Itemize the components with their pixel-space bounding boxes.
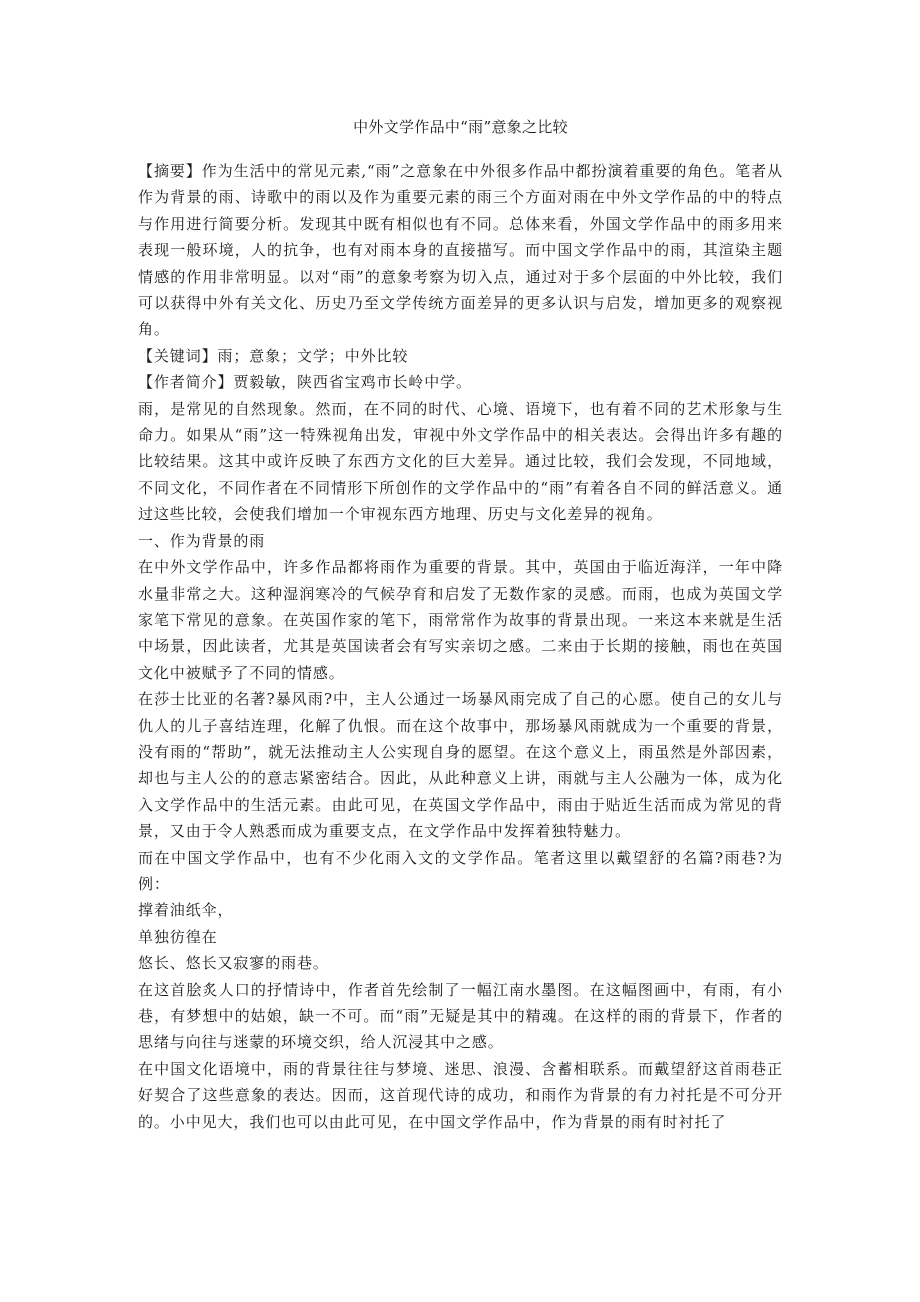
author-info-line: 【作者简介】贾毅敏，陕西省宝鸡市长岭中学。 [138,373,472,392]
document-body [138,158,783,1135]
section-heading: 一、作为背景的雨 [138,531,266,550]
poem-line: 悠长、悠长又寂寥的雨巷。 [138,954,329,973]
body-paragraph: 而在中国文学作品中，也有不少化雨入文的文学作品。笔者这里以戴望舒的名篇?雨巷?为例： [138,848,783,893]
abstract-paragraph: 【摘要】作为生活中的常见元素,“雨”之意象在中外很多作品中都扮演着重要的角色。笔者从作为背景的雨、诗歌中的雨以及作为重要元素的雨三个方面对雨在中外文学作品的中的特点与作用进行简要分析。发现其中既有相似也有不同。总体来看，外国文学作品中的雨多用来表现一般环境，人的抗争，也有对雨本身的直接描写。而中国文学作品中的雨，其渲染主题情感的作用非常明显。以对“雨”的意象考察为切入点，通过对于多个层面的中外比较，我们可以获得中外有关文化、历史乃至文学传统方面差异的更多认识与启发，增加更多的观察视角。 [138,162,783,339]
keywords-line: 【关键词】雨；意象；文学；中外比较 [138,346,409,365]
body-paragraph: 在这首脍炙人口的抒情诗中，作者首先绘制了一幅江南水墨图。在这幅图画中，有雨，有小巷，有梦想中的姑娘，缺一不可。而“雨”无疑是其中的精魂。在这样的雨的背景下，作者的思绪与向往与迷蒙的环境交织，给人沉浸其中之感。 [138,980,783,1052]
body-paragraph: 在中外文学作品中，许多作品都将雨作为重要的背景。其中，英国由于临近海洋，一年中降水量非常之大。这种湿润寒冷的气候孕育和启发了无数作家的灵感。而雨，也成为英国文学家笔下常见的意象。在英国作家的笔下，雨常常作为故事的背景出现。一来这本来就是生活中场景，因此读者，尤其是英国读者会有写实亲切之感。二来由于长期的接触，雨也在英国文化中被赋予了不同的情感。 [138,558,783,682]
poem-line: 单独彷徨在 [138,927,218,946]
document-page [138,0,783,1135]
poem-line: 撑着油纸伞， [138,901,234,920]
document-title: 中外文学作品中“雨”意象之比较 [353,118,568,136]
intro-paragraph: 雨，是常见的自然现象。然而，在不同的时代、心境、语境下，也有着不同的艺术形象与生命力。如果从“雨”这一特殊视角出发，审视中外文学作品中的相关表达。会得出许多有趣的比较结果。这其中或许反映了东西方文化的巨大差异。通过比较，我们会发现，不同地域，不同文化，不同作者在不同情形下所创作的文学作品中的“雨”有着各自不同的鲜活意义。通过这些比较，会使我们增加一个审视东西方地理、历史与文化差异的视角。 [138,399,783,524]
body-paragraph: 在中国文化语境中，雨的背景往往与梦境、迷思、浪漫、含蓄相联系。而戴望舒这首雨巷正好契合了这些意象的表达。因而，这首现代诗的成功，和雨作为背景的有力衬托是不可分开的。小中见大，我们也可以由此可见，在中国文学作品中，作为背景的雨有时衬托了 [138,1059,783,1131]
body-paragraph: 在莎士比亚的名著?暴风雨?中，主人公通过一场暴风雨完成了自己的心愿。使自己的女儿与仇人的儿子喜结连理，化解了仇恨。而在这个故事中，那场暴风雨就成为一个重要的背景，没有雨的“帮助”，就无法推动主人公实现自身的愿望。在这个意义上，雨虽然是外部因素，却也与主人公的的意志紧密结合。因此，从此种意义上讲，雨就与主人公融为一体，成为化入文学作品中的生活元素。由此可见，在英国文学作品中，雨由于贴近生活而成为常见的背景，又由于令人熟悉而成为重要支点，在文学作品中发挥着独特魅力。 [138,690,783,841]
